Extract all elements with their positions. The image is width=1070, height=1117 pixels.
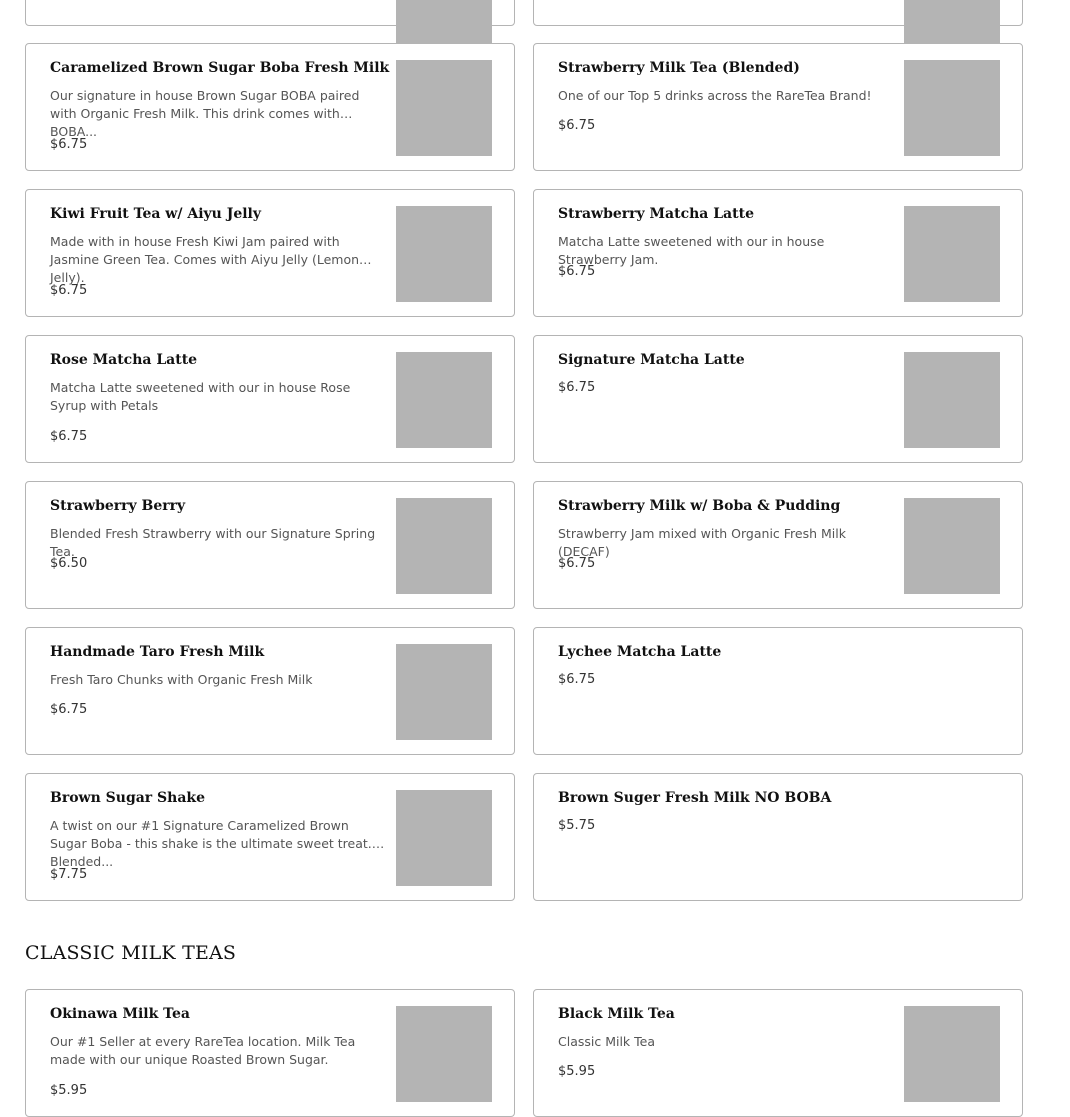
item-price: $6.75	[558, 264, 596, 279]
item-name: Rose Matcha Latte	[50, 352, 198, 368]
item-name: Strawberry Berry	[50, 498, 186, 514]
item-description: Strawberry Jam mixed with Organic Fresh Milk (DECAF)	[558, 526, 846, 559]
item-image	[396, 206, 492, 302]
item-image	[396, 790, 492, 886]
item-name: Strawberry Milk w/ Boba & Pudding	[558, 498, 841, 514]
item-name: Strawberry Matcha Latte	[558, 206, 754, 222]
menu-item-card[interactable]	[533, 989, 1023, 1117]
item-description: Our signature in house Brown Sugar BOBA paired with Organic Fresh Milk. This drink comes with BOBA...	[50, 88, 360, 139]
item-description: Matcha Latte sweetened with our in house Rose Syrup with Petals	[50, 380, 351, 413]
menu-item-card[interactable]	[25, 189, 515, 317]
menu-item-card[interactable]	[25, 335, 515, 463]
menu-item-card[interactable]	[533, 773, 1023, 901]
item-description: Matcha Latte sweetened with our in house Strawberry Jam.	[558, 234, 825, 267]
item-image	[396, 644, 492, 740]
item-name: Brown Sugar Shake	[50, 790, 206, 806]
item-image	[904, 498, 1000, 594]
item-image	[904, 1006, 1000, 1102]
item-description: Our #1 Seller at every RareTea location. Milk Tea made with our unique Roasted Brown Sugar.	[50, 1034, 356, 1067]
menu-item-card[interactable]	[25, 989, 515, 1117]
item-image	[904, 206, 1000, 302]
item-price: $6.75	[50, 137, 88, 152]
item-price: $6.75	[50, 429, 88, 444]
item-image	[396, 60, 492, 156]
item-description: Made with in house Fresh Kiwi Jam paired with Jasmine Green Tea. Comes with Aiyu Jelly (Lemon Jelly).	[50, 234, 360, 285]
item-price: $5.95	[50, 1083, 88, 1098]
item-price: $5.95	[558, 1064, 596, 1079]
menu-item-card[interactable]	[25, 43, 515, 171]
item-price: $7.75	[50, 867, 88, 882]
menu-item-card[interactable]	[533, 0, 1023, 26]
item-description: One of our Top 5 drinks across the RareTea Brand!	[558, 88, 872, 103]
menu-item-card[interactable]	[533, 43, 1023, 171]
menu-item-card[interactable]	[25, 0, 515, 26]
menu-item-card[interactable]	[533, 189, 1023, 317]
menu-item-card[interactable]	[533, 627, 1023, 755]
item-price: $6.75	[50, 283, 88, 298]
section-heading-classic-milk-teas: CLASSIC MILK TEAS	[25, 942, 237, 964]
item-image	[396, 352, 492, 448]
item-price: $6.75	[558, 556, 596, 571]
menu-item-card[interactable]	[25, 773, 515, 901]
item-description: Classic Milk Tea	[558, 1034, 656, 1049]
item-description: Blended Fresh Strawberry with our Signature Spring Tea.	[50, 526, 376, 559]
item-price: $6.75	[50, 702, 88, 717]
item-name: Okinawa Milk Tea	[50, 1006, 190, 1022]
item-image	[904, 60, 1000, 156]
item-name: Kiwi Fruit Tea w/ Aiyu Jelly	[50, 206, 262, 222]
item-image	[904, 352, 1000, 448]
item-price: $6.75	[558, 672, 596, 687]
item-description: A twist on our #1 Signature Caramelized Brown Sugar Boba - this shake is the ultimate sweet treat. Blended...	[50, 818, 372, 869]
item-price: $6.50	[50, 556, 88, 571]
item-name: Caramelized Brown Sugar Boba Fresh Milk	[50, 60, 390, 76]
menu-item-card[interactable]	[25, 481, 515, 609]
item-image	[396, 1006, 492, 1102]
item-image	[396, 498, 492, 594]
item-name: Handmade Taro Fresh Milk	[50, 644, 265, 660]
item-name: Lychee Matcha Latte	[558, 644, 722, 660]
item-price: $5.75	[558, 818, 596, 833]
menu-item-card[interactable]	[533, 335, 1023, 463]
item-name: Brown Suger Fresh Milk NO BOBA	[558, 790, 832, 806]
item-price: $6.75	[558, 118, 596, 133]
item-price: $6.75	[558, 380, 596, 395]
item-name: Signature Matcha Latte	[558, 352, 745, 368]
item-name: Black Milk Tea	[558, 1006, 675, 1022]
menu-item-card[interactable]	[25, 627, 515, 755]
item-name: Strawberry Milk Tea (Blended)	[558, 60, 800, 76]
item-description: Fresh Taro Chunks with Organic Fresh Milk	[50, 672, 313, 687]
menu-item-card[interactable]	[533, 481, 1023, 609]
